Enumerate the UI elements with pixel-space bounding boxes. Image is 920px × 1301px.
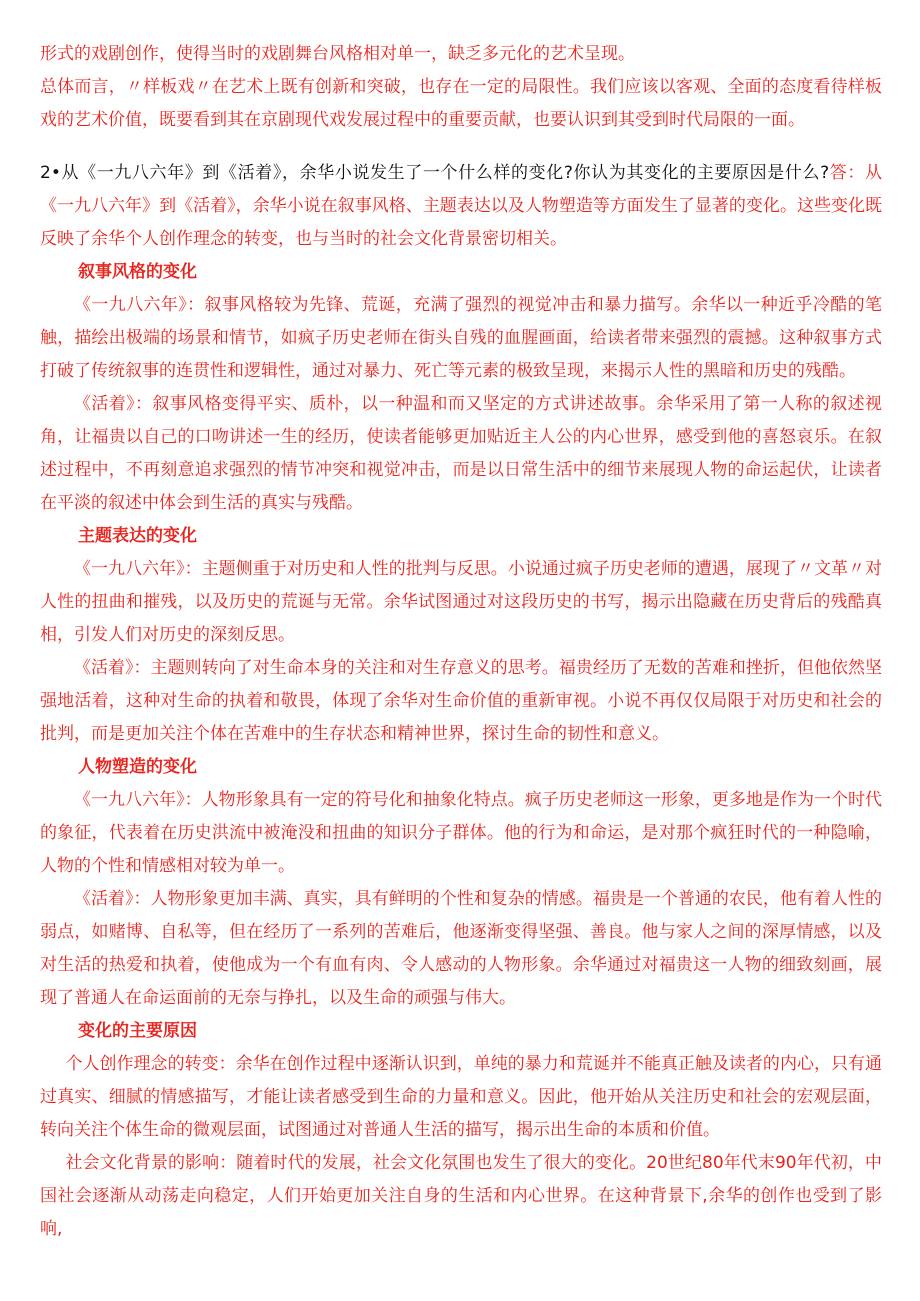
narrative-huozhe: 《活着》：叙事风格变得平实、质朴，以一种温和而又坚定的方式讲述故事。余华采用了第一人称的叙述视角，让福贵以自己的口吻讲述一生的经历，使读者能够更加贴近主人公的内心世界，感受到他的喜怒哀乐。在叙述过程中，不再刻意追求强烈的情节冲突和视觉冲击，而是以日常生活中的细节来展现人物的命运起伏，让读者在平淡的叙述中体会到生活的真实与残酷。 bbox=[40, 394, 882, 513]
paragraph-gap bbox=[40, 137, 882, 157]
reason-personal: 个人创作理念的转变：余华在创作过程中逐渐认识到，单纯的暴力和荒诞并不能真正触及读者的内心，只有通过真实、细腻的情感描写，才能让读者感受到生命的力量和意义。因此，他开始从关注历史和社会的宏观层面，转向关注个体生命的微观层面，试图通过对普通人生活的描写，揭示出生命的本质和价值。 bbox=[40, 1054, 882, 1140]
theme-huozhe: 《活着》：主题则转向了对生命本身的关注和对生存意义的思考。福贵经历了无数的苦难和挫折，但他依然坚强地活着，这种对生命的执着和敬畏，体现了余华对生命价值的重新审视。小说不再仅仅局限于对历史和社会的批判，而是更加关注个体在苦难中的生存状态和精神世界，探讨生命的韧性和意义。 bbox=[40, 658, 882, 744]
intro-summary: 总体而言，〃样板戏〃在艺术上既有创新和突破，也存在一定的局限性。我们应该以客观、全面的态度看待样板戏的艺术价值，既要看到其在京剧现代戏发展过程中的重要贡献，也要认识到其受到时代局限的一面。 bbox=[40, 77, 882, 130]
character-huozhe: 《活着》：人物形象更加丰满、真实，具有鲜明的个性和复杂的情感。福贵是一个普通的农民，他有着人性的弱点，如赌博、自私等，但在经历了一系列的苦难后，他逐渐变得坚强、善良。他与家人之间的深厚情感，以及对生活的热爱和执着，使他成为一个有血有肉、令人感动的人物形象。余华通过对福贵这一人物的细致刻画，展现了普通人在命运面前的无奈与挣扎，以及生命的顽强与伟大。 bbox=[40, 889, 882, 1008]
character-1986: 《一九八六年》：人物形象具有一定的符号化和抽象化特点。疯子历史老师这一形象，更多地是作为一个时代的象征，代表着在历史洪流中被淹没和扭曲的知识分子群体。他的行为和命运，是对那个疯狂时代的一种隐喻，人物的个性和情感相对较为单一。 bbox=[40, 790, 882, 876]
section-heading-reasons: 变化的主要原因 bbox=[78, 1021, 197, 1041]
question-block bbox=[40, 157, 882, 256]
question-text: 2•从《一九八六年》到《活着》，余华小说发生了一个什么样的变化?你认为其变化的主要原因是什么? bbox=[40, 163, 830, 183]
answer-intro: 答：从《一九八六年》到《活着》，余华小说在叙事风格、主题表达以及人物塑造等方面发生了显著的变化。这些变化既反映了余华个人创作理念的转变，也与当时的社会文化背景密切相关。 bbox=[40, 163, 883, 249]
reason-social: 社会文化背景的影响：随着时代的发展，社会文化氛围也发生了很大的变化。20世纪80年代末90年代初，中国社会逐渐从动荡走向稳定，人们开始更加关注自身的生活和内心世界。在这种背景下,余华的创作也受到了影响, bbox=[40, 1153, 882, 1239]
document-page bbox=[40, 38, 882, 1246]
section-heading-narrative: 叙事风格的变化 bbox=[78, 262, 197, 282]
section-heading-theme: 主题表达的变化 bbox=[78, 526, 197, 546]
narrative-1986: 《一九八六年》：叙事风格较为先锋、荒诞，充满了强烈的视觉冲击和暴力描写。余华以一种近乎冷酷的笔触，描绘出极端的场景和情节，如疯子历史老师在街头自残的血腥画面，给读者带来强烈的震撼。这种叙事方式打破了传统叙事的连贯性和逻辑性，通过对暴力、死亡等元素的极致呈现，来揭示人性的黑暗和历史的残酷。 bbox=[40, 295, 882, 381]
intro-line: 形式的戏剧创作，使得当时的戏剧舞台风格相对单一，缺乏多元化的艺术呈现。 bbox=[40, 44, 635, 64]
section-heading-character: 人物塑造的变化 bbox=[78, 757, 197, 777]
theme-1986: 《一九八六年》：主题侧重于对历史和人性的批判与反思。小说通过疯子历史老师的遭遇，展现了〃文革〃对人性的扭曲和摧残，以及历史的荒诞与无常。余华试图通过对这段历史的书写，揭示出隐藏在历史背后的残酷真相，引发人们对历史的深刻反思。 bbox=[40, 559, 882, 645]
